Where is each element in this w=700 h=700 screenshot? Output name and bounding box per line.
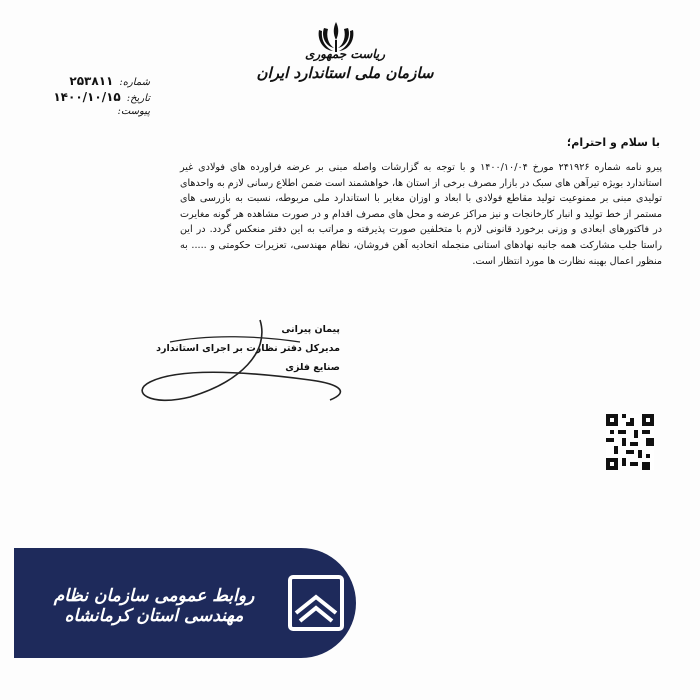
meta-attachment (40, 106, 150, 122)
qr-code-icon (606, 414, 654, 470)
signature-block (130, 320, 340, 377)
number-label: شماره: (119, 77, 150, 88)
meta-number (40, 74, 150, 90)
attachment-label: پیوست: (117, 106, 150, 117)
body-paragraph: پیرو نامه شماره ۲۴۱۹۲۶ مورخ ۱۴۰۰/۱۰/۰۴ و با توجه به گزارشات واصله مبنی بر عرضه فراورده های فولادی غیر استاندارد بویژه تیرآهن های سبک در بازار مصرف برخی از استان ها، خواهشمند است ضمن اطلاع رسانی لازم به واحدهای تولیدی مبنی بر ممنوعیت تولید مقاطع فولادی با ابعاد و اوزان مغایر با استاندارد ملی مربوطه، نسبت به بازرسی های مستمر از خط تولید و انبار کارخانجات و نیز مراکز عرضه و محل های مصرف اقدام و در صورت مشاهده هر گونه مغایرت در فاکتورهای ابعادی و وزنی برخورد قانونی لازم با متخلفین صورت پذیرفته و مراتب به این دفتر منعکس گردد. در این راستا جلب مشارکت همه جانبه نهادهای استانی منجمله اتحادیه آهن فروشان، نظام مهندسی، تعزیرات حکومتی و ..... به منظور اعمال بهینه نظارت ها مورد انتظار است. (180, 162, 662, 267)
letter-meta (40, 74, 150, 122)
presidency-label: ریاست جمهوری (304, 47, 386, 61)
engineering-org-logo-icon (286, 573, 346, 633)
number-value: ۲۵۳۸۱۱ (69, 74, 114, 88)
organization-name: سازمان ملی استاندارد ایران (256, 64, 434, 82)
public-relations-banner (14, 548, 356, 658)
signer-title: مدیرکل دفتر نظارت بر اجرای استاندارد (156, 343, 340, 354)
date-value: ۱۴۰۰/۱۰/۱۵ (53, 90, 121, 104)
signer-department: صنایع فلزی (285, 362, 340, 373)
signer-name: پیمان پیرانی (281, 324, 340, 335)
meta-date (40, 90, 150, 106)
salutation: با سلام و احترام؛ (566, 136, 660, 149)
banner-text: روابط عمومی سازمان نظام مهندسی استان کرمانشاه (53, 586, 255, 626)
date-label: تاریخ: (126, 93, 150, 104)
letter-body (180, 160, 662, 269)
